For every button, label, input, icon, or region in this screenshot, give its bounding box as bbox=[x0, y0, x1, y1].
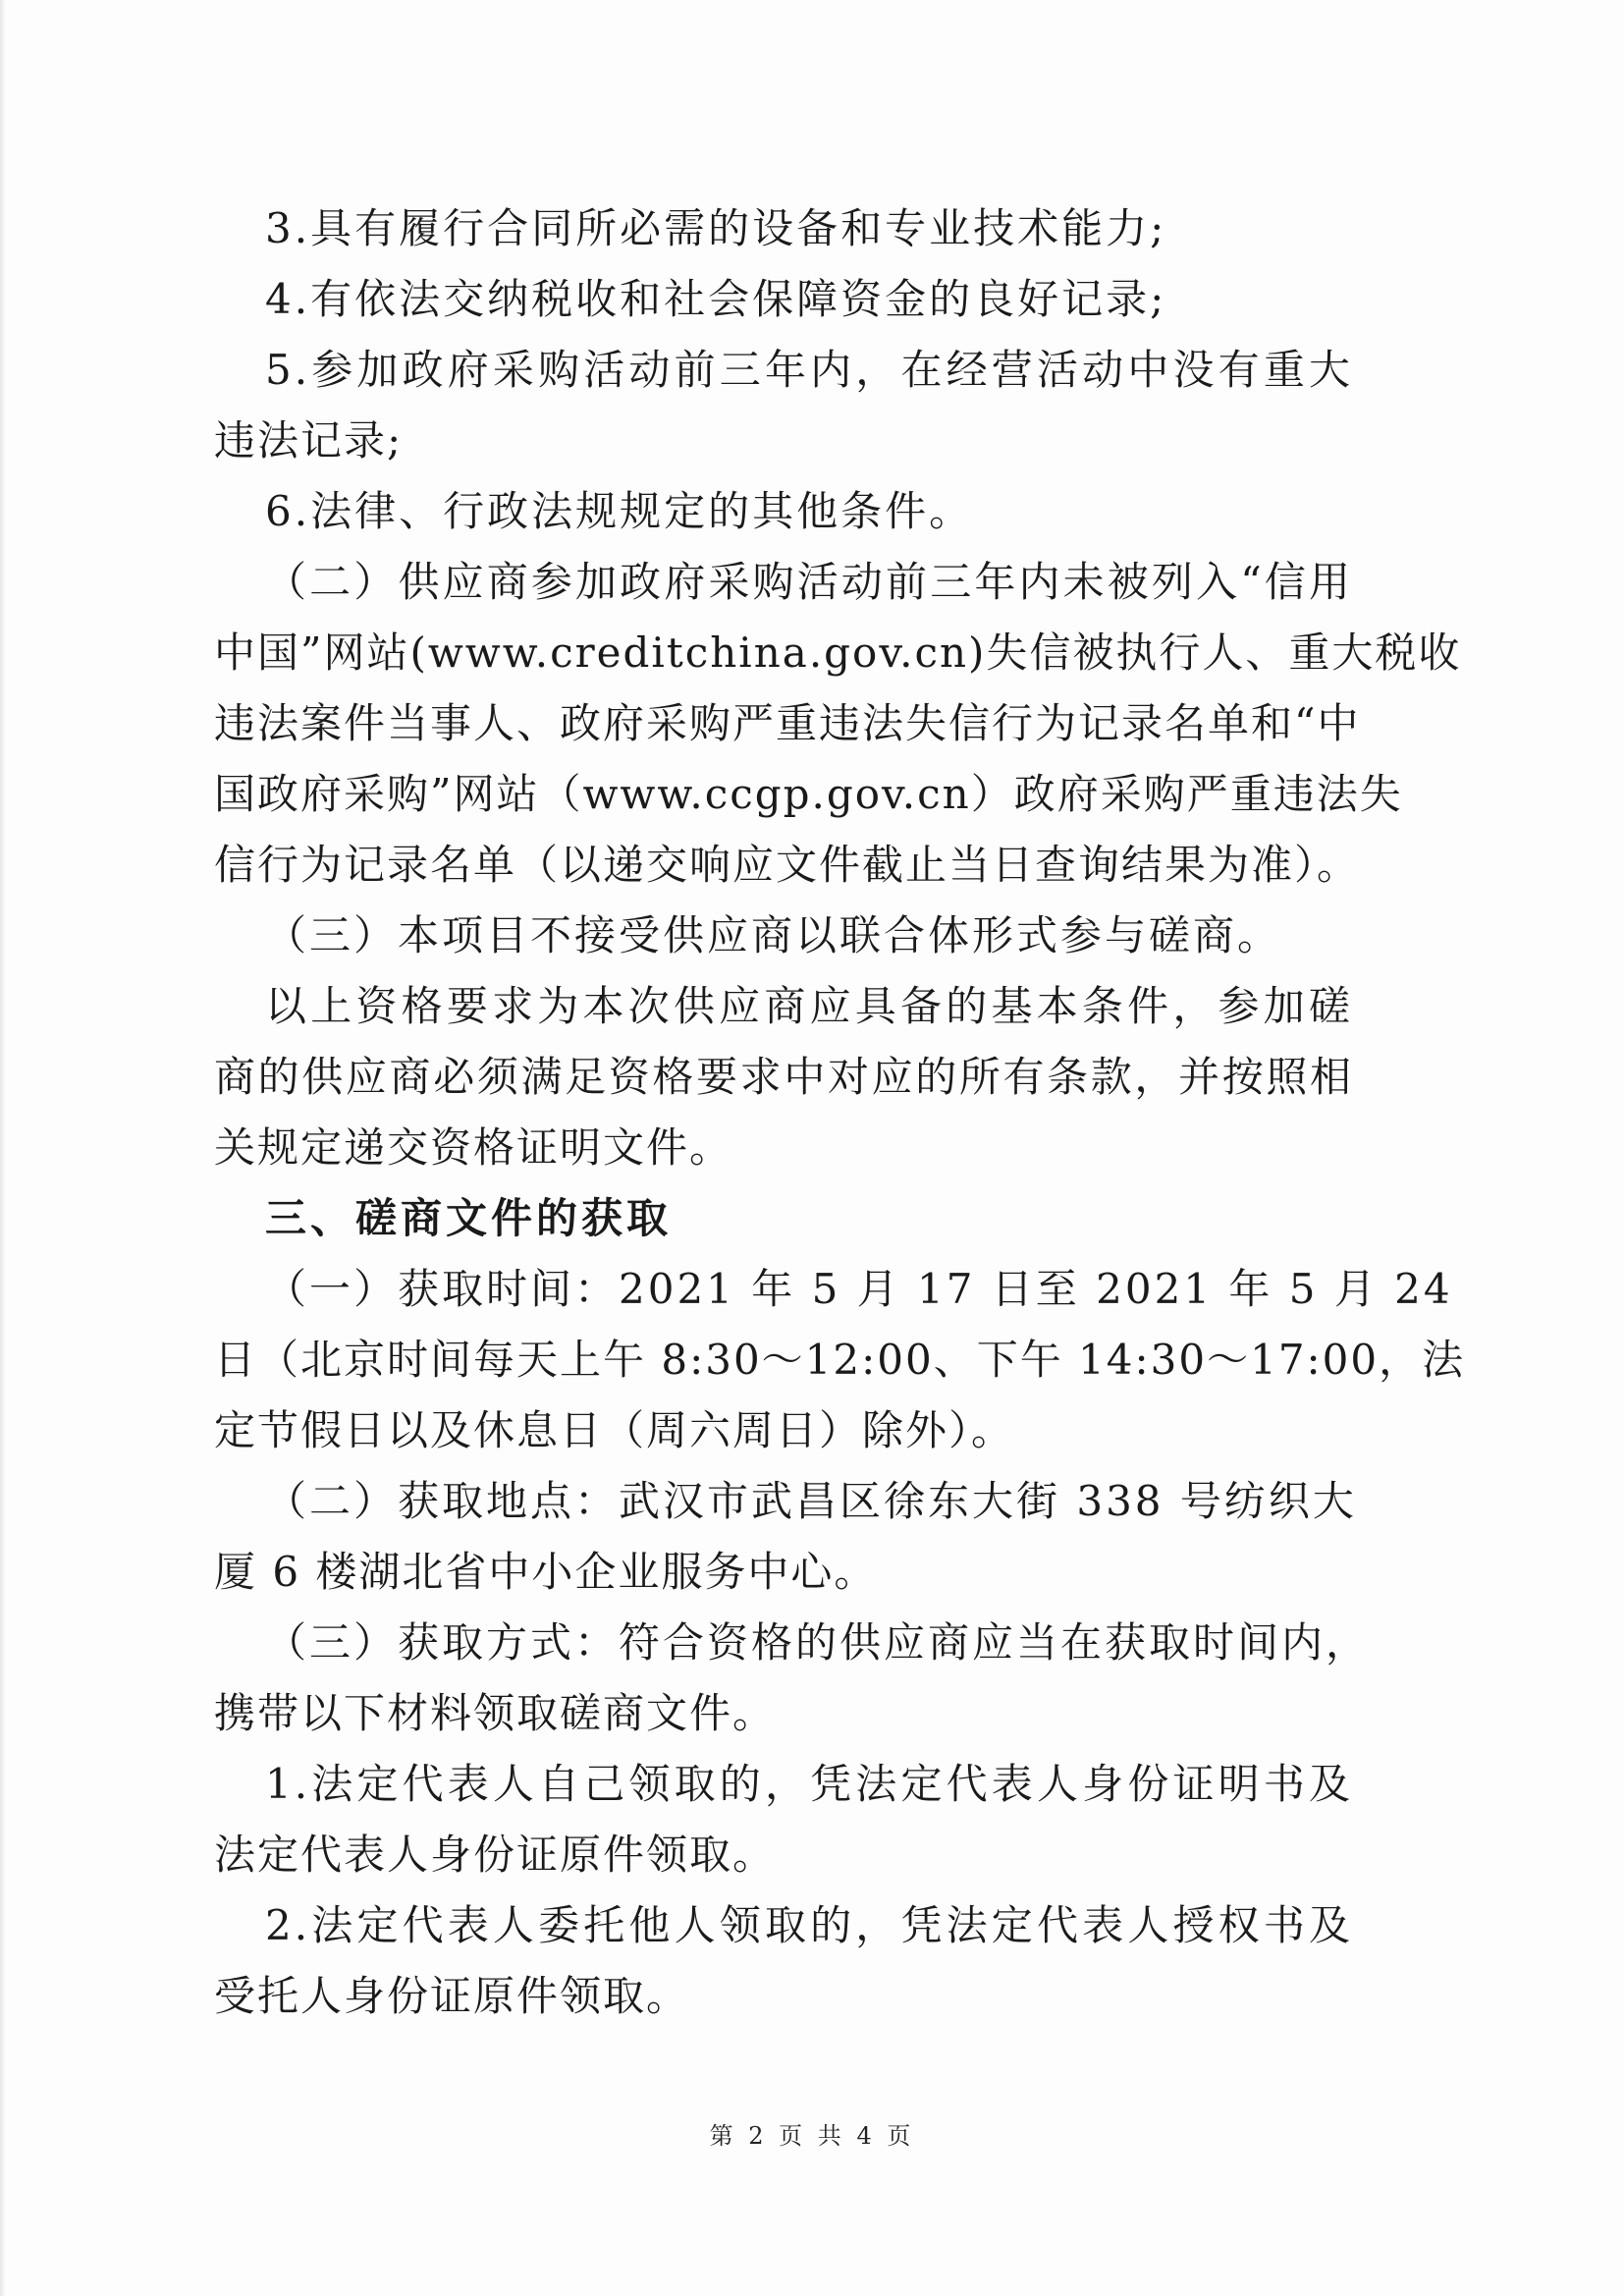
text-line-6: （二）供应商参加政府采购活动前三年内未被列入“信用 bbox=[265, 558, 1353, 606]
text-line-17: 日（北京时间每天上午 8:30～12:00、下午 14:30～17:00，法 bbox=[214, 1336, 1466, 1384]
text-line-9: 国政府采购”网站（www.ccgp.gov.cn）政府采购严重违法失 bbox=[214, 770, 1403, 818]
text-line-7: 中国”网站(www.creditchina.gov.cn)失信被执行人、重大税收 bbox=[214, 629, 1462, 677]
text-line-4: 违法记录; bbox=[214, 416, 404, 465]
text-line-21: （三）获取方式：符合资格的供应商应当在获取时间内， bbox=[265, 1618, 1371, 1667]
text-line-16: （一）获取时间：2021 年 5 月 17 日至 2021 年 5 月 24 bbox=[265, 1265, 1453, 1313]
text-line-19: （二）获取地点：武汉市武昌区徐东大街 338 号纺织大 bbox=[265, 1477, 1357, 1525]
scan-edge bbox=[0, 0, 6, 2296]
text-line-12: 以上资格要求为本次供应商应具备的基本条件，参加磋 bbox=[265, 982, 1353, 1030]
text-line-11: （三）本项目不接受供应商以联合体形式参与磋商。 bbox=[265, 911, 1282, 959]
text-line-10: 信行为记录名单（以递交响应文件截止当日查询结果为准）。 bbox=[214, 841, 1361, 889]
text-line-1: 3.具有履行合同所必需的设备和专业技术能力; bbox=[265, 204, 1167, 252]
text-line-23: 1.法定代表人自己领取的，凭法定代表人身份证明书及 bbox=[265, 1760, 1353, 1808]
section-heading: 三、磋商文件的获取 bbox=[265, 1194, 673, 1242]
page-number-footer: 第 2 页 共 4 页 bbox=[709, 2122, 915, 2150]
text-line-8: 违法案件当事人、政府采购严重违法失信行为记录名单和“中 bbox=[214, 699, 1361, 747]
text-line-22: 携带以下材料领取磋商文件。 bbox=[214, 1689, 777, 1737]
text-line-26: 受托人身份证原件领取。 bbox=[214, 1972, 690, 2020]
text-line-5: 6.法律、行政法规规定的其他条件。 bbox=[265, 487, 974, 535]
text-line-3: 5.参加政府采购活动前三年内，在经营活动中没有重大 bbox=[265, 346, 1353, 394]
text-line-18: 定节假日以及休息日（周六周日）除外）。 bbox=[214, 1406, 1015, 1454]
text-line-25: 2.法定代表人委托他人领取的，凭法定代表人授权书及 bbox=[265, 1901, 1353, 1949]
text-line-2: 4.有依法交纳税收和社会保障资金的良好记录; bbox=[265, 275, 1167, 323]
text-line-24: 法定代表人身份证原件领取。 bbox=[214, 1831, 777, 1879]
text-line-13: 商的供应商必须满足资格要求中对应的所有条款，并按照相 bbox=[214, 1053, 1353, 1101]
text-line-14: 关规定递交资格证明文件。 bbox=[214, 1123, 733, 1172]
text-line-20: 厦 6 楼湖北省中小企业服务中心。 bbox=[214, 1548, 878, 1596]
